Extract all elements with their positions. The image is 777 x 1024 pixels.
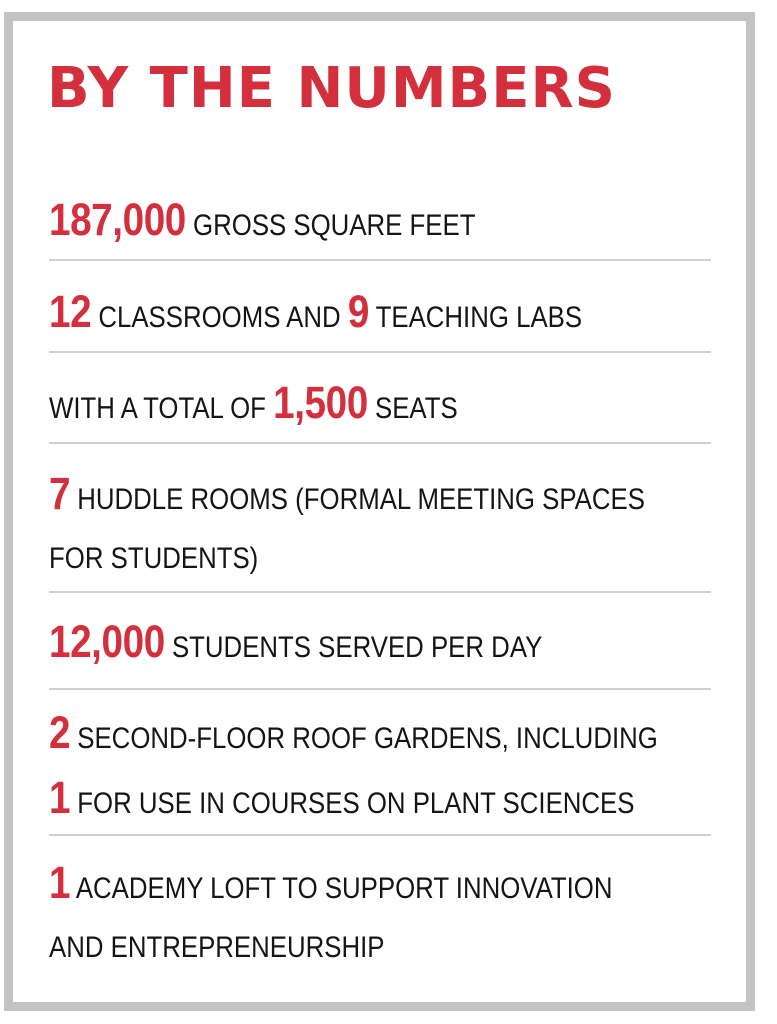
page-title: BY THE NUMBERS <box>47 56 616 121</box>
fact-number: 7 <box>49 468 71 519</box>
fact-number: 12 <box>49 286 92 337</box>
divider <box>49 442 711 444</box>
divider <box>49 259 711 261</box>
fact-number: 1 <box>49 772 71 823</box>
fact-text: FOR STUDENTS) <box>49 542 259 575</box>
fact-students-served <box>49 612 618 677</box>
divider <box>49 834 711 836</box>
divider <box>49 591 711 593</box>
fact-gross-square-feet <box>49 190 618 255</box>
fact-seats <box>49 373 618 438</box>
fact-number: 1,500 <box>273 377 368 428</box>
fact-roof-gardens <box>49 703 658 833</box>
fact-huddle-rooms <box>49 464 645 588</box>
fact-text: WITH A TOTAL OF <box>49 392 274 425</box>
fact-text: ACADEMY LOFT TO SUPPORT INNOVATION <box>70 872 613 905</box>
fact-text: SEATS <box>367 392 458 425</box>
fact-text: TEACHING LABS <box>368 301 583 334</box>
fact-text: FOR USE IN COURSES ON PLANT SCIENCES <box>70 787 635 820</box>
fact-number: 9 <box>347 286 369 337</box>
fact-number: 12,000 <box>49 616 165 667</box>
divider <box>49 688 711 690</box>
fact-classrooms-labs <box>49 282 618 347</box>
fact-text: HUDDLE ROOMS (FORMAL MEETING SPACES <box>70 483 645 516</box>
fact-number: 2 <box>49 707 71 758</box>
fact-number: 187,000 <box>49 194 186 245</box>
divider <box>49 351 711 353</box>
fact-text: STUDENTS SERVED PER DAY <box>164 631 543 664</box>
fact-text: CLASSROOMS AND <box>91 301 348 334</box>
fact-academy-loft <box>49 853 618 977</box>
fact-text: GROSS SQUARE FEET <box>185 209 476 242</box>
fact-text: SECOND-FLOOR ROOF GARDENS, INCLUDING <box>70 722 658 755</box>
fact-text: AND ENTREPRENEURSHIP <box>49 931 385 964</box>
fact-number: 1 <box>49 857 71 908</box>
